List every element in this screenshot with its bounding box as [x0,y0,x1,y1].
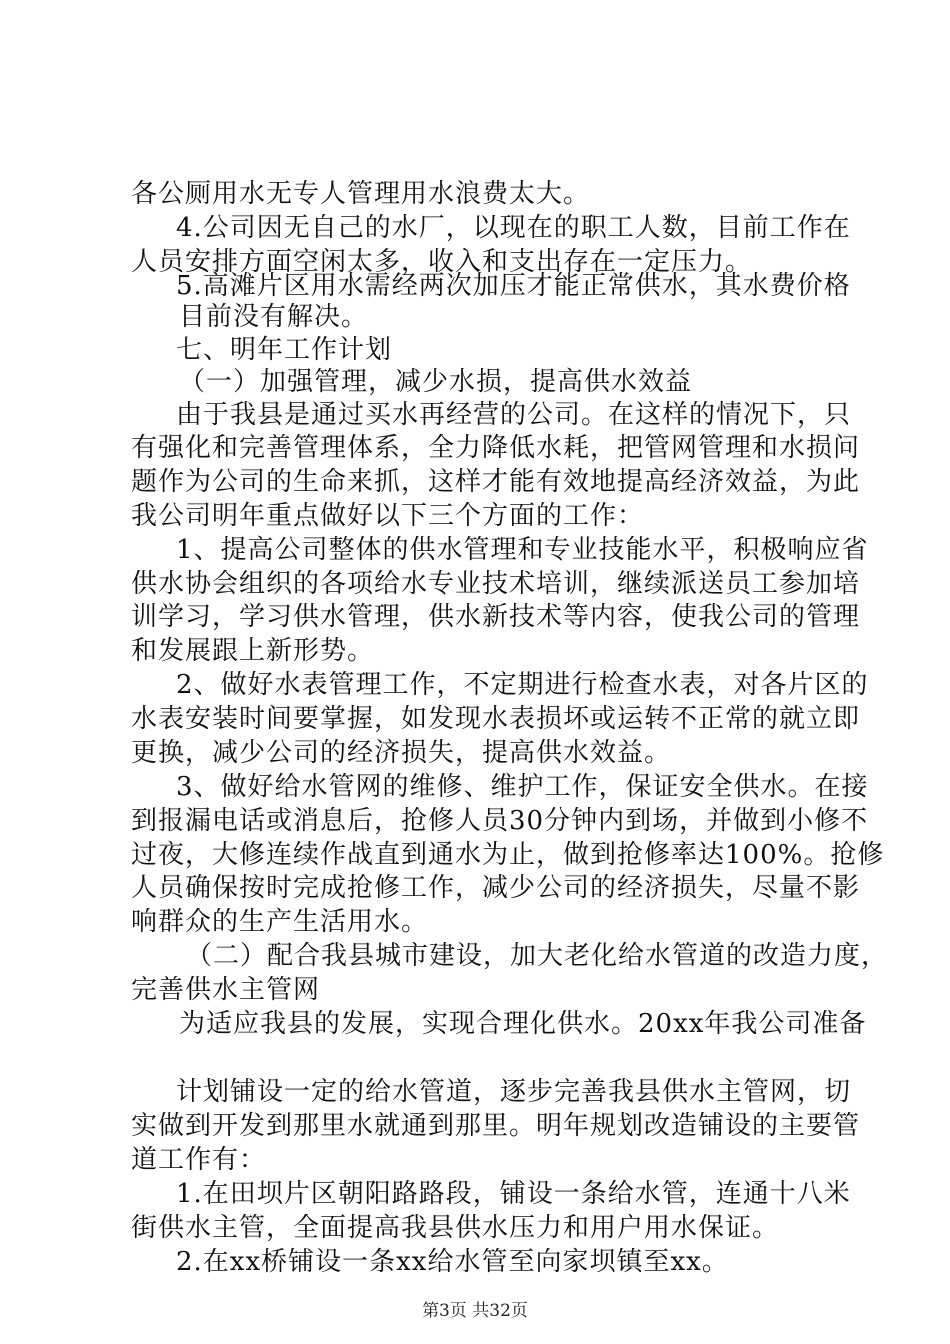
text-line: 人员安排方面空闲太多，收入和支出存在一定压力。 [131,247,753,277]
text-line: 计划铺设一定的给水管道，逐步完善我县供水主管网，切 [176,1077,852,1107]
text-line: 到报漏电话或消息后，抢修人员30分钟内到场，并做到小修不 [131,806,869,836]
text-line: 1、提高公司整体的供水管理和专业技能水平，积极响应省 [176,535,869,565]
text-line: 2.在xx桥铺设一条xx给水管至向家坝镇至xx。 [176,1247,729,1277]
text-line: 2、做好水表管理工作，不定期进行检查水表，对各片区的 [176,670,869,700]
subsection-heading: 完善供水主管网 [131,975,321,1005]
text-line: 我公司明年重点做好以下三个方面的工作： [131,501,645,531]
text-line: 响群众的生产生活用水。 [131,907,429,937]
text-line: 5.高滩片区用水需经两次加压才能正常供水，其水费价格 [176,271,851,301]
text-line: 3、做好给水管网的维修、维护工作，保证安全供水。在接 [176,772,869,802]
text-line: 4.公司因无自己的水厂，以现在的职工人数，目前工作在 [176,213,851,243]
subsection-heading: （二）配合我县城市建设，加大老化给水管道的改造力度， [186,941,889,971]
text-line: 道工作有： [131,1145,267,1175]
page-footer: 第3页 共32页 [422,1301,528,1321]
text-line: 训学习，学习供水管理，供水新技术等内容，使我公司的管理 [131,602,861,632]
text-line: 目前没有解决。 [179,302,369,332]
text-line: 题作为公司的生命来抓，这样才能有效地提高经济效益，为此 [131,467,861,497]
text-line: 由于我县是通过买水再经营的公司。在这样的情况下，只 [176,400,852,430]
text-line: 水表安装时间要掌握，如发现水表损坏或运转不正常的就立即 [131,704,861,734]
text-line: 各公厕用水无专人管理用水浪费太大。 [131,179,591,209]
section-heading: 七、明年工作计划 [176,335,393,365]
text-line: 街供水主管，全面提高我县供水压力和用户用水保证。 [131,1213,780,1243]
text-line: 人员确保按时完成抢修工作，减少公司的经济损失，尽量不影 [131,873,861,903]
text-line: 过夜，大修连续作战直到通水为止，做到抢修率达100%。抢修 [131,840,885,870]
text-line: 和发展跟上新形势。 [131,636,375,666]
subsection-heading: （一）加强管理，减少水损，提高供水效益 [179,367,693,397]
text-line: 供水协会组织的各项给水专业技术培训，继续派送员工参加培 [131,569,861,599]
text-line: 更换，减少公司的经济损失，提高供水效益。 [131,738,672,768]
text-line: 有强化和完善管理体系，全力降低水耗，把管网管理和水损问 [131,433,861,463]
text-line: 1.在田坝片区朝阳路路段，铺设一条给水管，连通十八米 [176,1179,851,1209]
text-line: 为适应我县的发展，实现合理化供水。20xx年我公司准备 [179,1009,867,1039]
text-line: 实做到开发到那里水就通到那里。明年规划改造铺设的主要管 [131,1111,861,1141]
